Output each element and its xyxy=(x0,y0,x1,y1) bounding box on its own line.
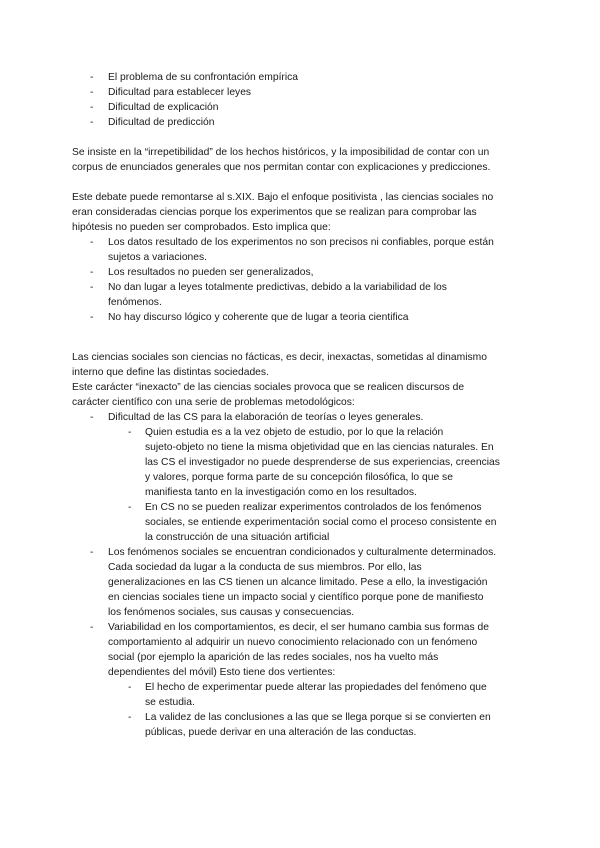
list-item: Los datos resultado de los experimentos no son precisos ni confiables, porque están xyxy=(108,237,494,248)
list-dash: - xyxy=(90,267,94,278)
list-dash: - xyxy=(90,117,94,128)
list-item-cont: los fenómenos sociales, sus causas y consecuencias. xyxy=(108,607,355,618)
list-item: Los resultados no pueden ser generalizados, xyxy=(108,267,314,278)
sublist-item: En CS no se pueden realizar experimentos controlados de los fenómenos xyxy=(145,502,482,513)
sublist-item-cont: y valores, porque forma parte de su concepción filosófica, lo que se xyxy=(145,472,453,483)
list-item-cont: dependientes del móvil) Esto tiene dos vertientes: xyxy=(108,667,336,678)
list-item-cont: generalizaciones en las CS tienen un alcance limitado. Pese a ello, la investigación xyxy=(108,577,488,588)
list-item-cont: Cada sociedad da lugar a la conducta de sus miembros. Por ello, las xyxy=(108,562,422,573)
text-line: carácter científico con una serie de problemas metodológicos: xyxy=(72,397,355,408)
list-item: No dan lugar a leyes totalmente predictivas, debido a la variabilidad de los xyxy=(108,282,447,293)
sublist-item-cont: sociales, se entiende experimentación social como el proceso consistente en xyxy=(145,517,497,528)
list-item-cont: fenómenos. xyxy=(108,297,162,308)
list-item: Dificultad de predicción xyxy=(108,117,215,128)
list-dash: - xyxy=(90,87,94,98)
list-dash: - xyxy=(90,412,94,423)
sublist-dash: - xyxy=(128,682,132,693)
text-line: Las ciencias sociales son ciencias no fácticas, es decir, inexactas, sometidas al dinamismo xyxy=(72,352,487,363)
list-dash: - xyxy=(90,102,94,113)
list-dash: - xyxy=(90,622,94,633)
sublist-item-cont: la construcción de una situación artificial xyxy=(145,532,330,543)
list-dash: - xyxy=(90,72,94,83)
list-dash: - xyxy=(90,547,94,558)
text-line: Este debate puede remontarse al s.XIX. Bajo el enfoque positivista , las ciencias sociales no xyxy=(72,192,494,203)
list-dash: - xyxy=(90,237,94,248)
sublist-item: Quien estudia es a la vez objeto de estudio, por lo que la relación xyxy=(145,427,444,438)
sublist-item-cont: públicas, puede derivar en una alteración de las conductas. xyxy=(145,727,417,738)
sublist-item-cont: las CS el investigador no puede desprenderse de sus experiencias, creencias xyxy=(145,457,500,468)
list-dash: - xyxy=(90,282,94,293)
sublist-item-cont: manifiesta tanto en la investigación como en los resultados. xyxy=(145,487,417,498)
sublist-item: La validez de las conclusiones a las que se llega porque si se convierten en xyxy=(145,712,491,723)
list-item: Variabilidad en los comportamientos, es decir, el ser humano cambia sus formas de xyxy=(108,622,489,633)
sublist-dash: - xyxy=(128,427,132,438)
list-item: Dificultad para establecer leyes xyxy=(108,87,252,98)
list-dash: - xyxy=(90,312,94,323)
text-line: eran consideradas ciencias porque los experimentos que se realizan para comprobar las xyxy=(72,207,477,218)
sublist-item: El hecho de experimentar puede alterar las propiedades del fenómeno que xyxy=(145,682,487,693)
list-item-cont: en ciencias sociales tiene un impacto social y científico porque pone de manifiesto xyxy=(108,592,484,603)
sublist-dash: - xyxy=(128,712,132,723)
text-line: corpus de enunciados generales que nos permitan contar con explicaciones y predicciones. xyxy=(72,162,491,173)
sublist-item-cont: sujeto-objeto no tiene la misma objetividad que en las ciencias naturales. En xyxy=(145,442,494,453)
text-line: hipótesis no pueden ser comprobados. Esto implica que: xyxy=(72,222,331,233)
list-item: Dificultad de explicación xyxy=(108,102,219,113)
text-line: Este carácter “inexacto” de las ciencias sociales provoca que se realicen discursos de xyxy=(72,382,465,393)
list-item: Los fenómenos sociales se encuentran condicionados y culturalmente determinados. xyxy=(108,547,497,558)
list-item-cont: social (por ejemplo la aparición de las redes sociales, nos ha vuelto más xyxy=(108,652,439,663)
text-line: interno que define las distintas sociedades. xyxy=(72,367,269,378)
list-item: No hay discurso lógico y coherente que de lugar a teoria cientifica xyxy=(108,312,409,323)
list-item-cont: comportamiento al adquirir un nuevo conocimiento relacionado con un fenómeno xyxy=(108,637,478,648)
text-line: Se insiste en la “irrepetibilidad” de los hechos históricos, y la imposibilidad de contar con un xyxy=(72,147,490,158)
list-item: Dificultad de las CS para la elaboración de teorías o leyes generales. xyxy=(108,412,424,423)
list-item-cont: sujetos a variaciones. xyxy=(108,252,208,263)
sublist-item-cont: se estudia. xyxy=(145,697,195,708)
list-item: El problema de su confrontación empírica xyxy=(108,72,299,83)
sublist-dash: - xyxy=(128,502,132,513)
